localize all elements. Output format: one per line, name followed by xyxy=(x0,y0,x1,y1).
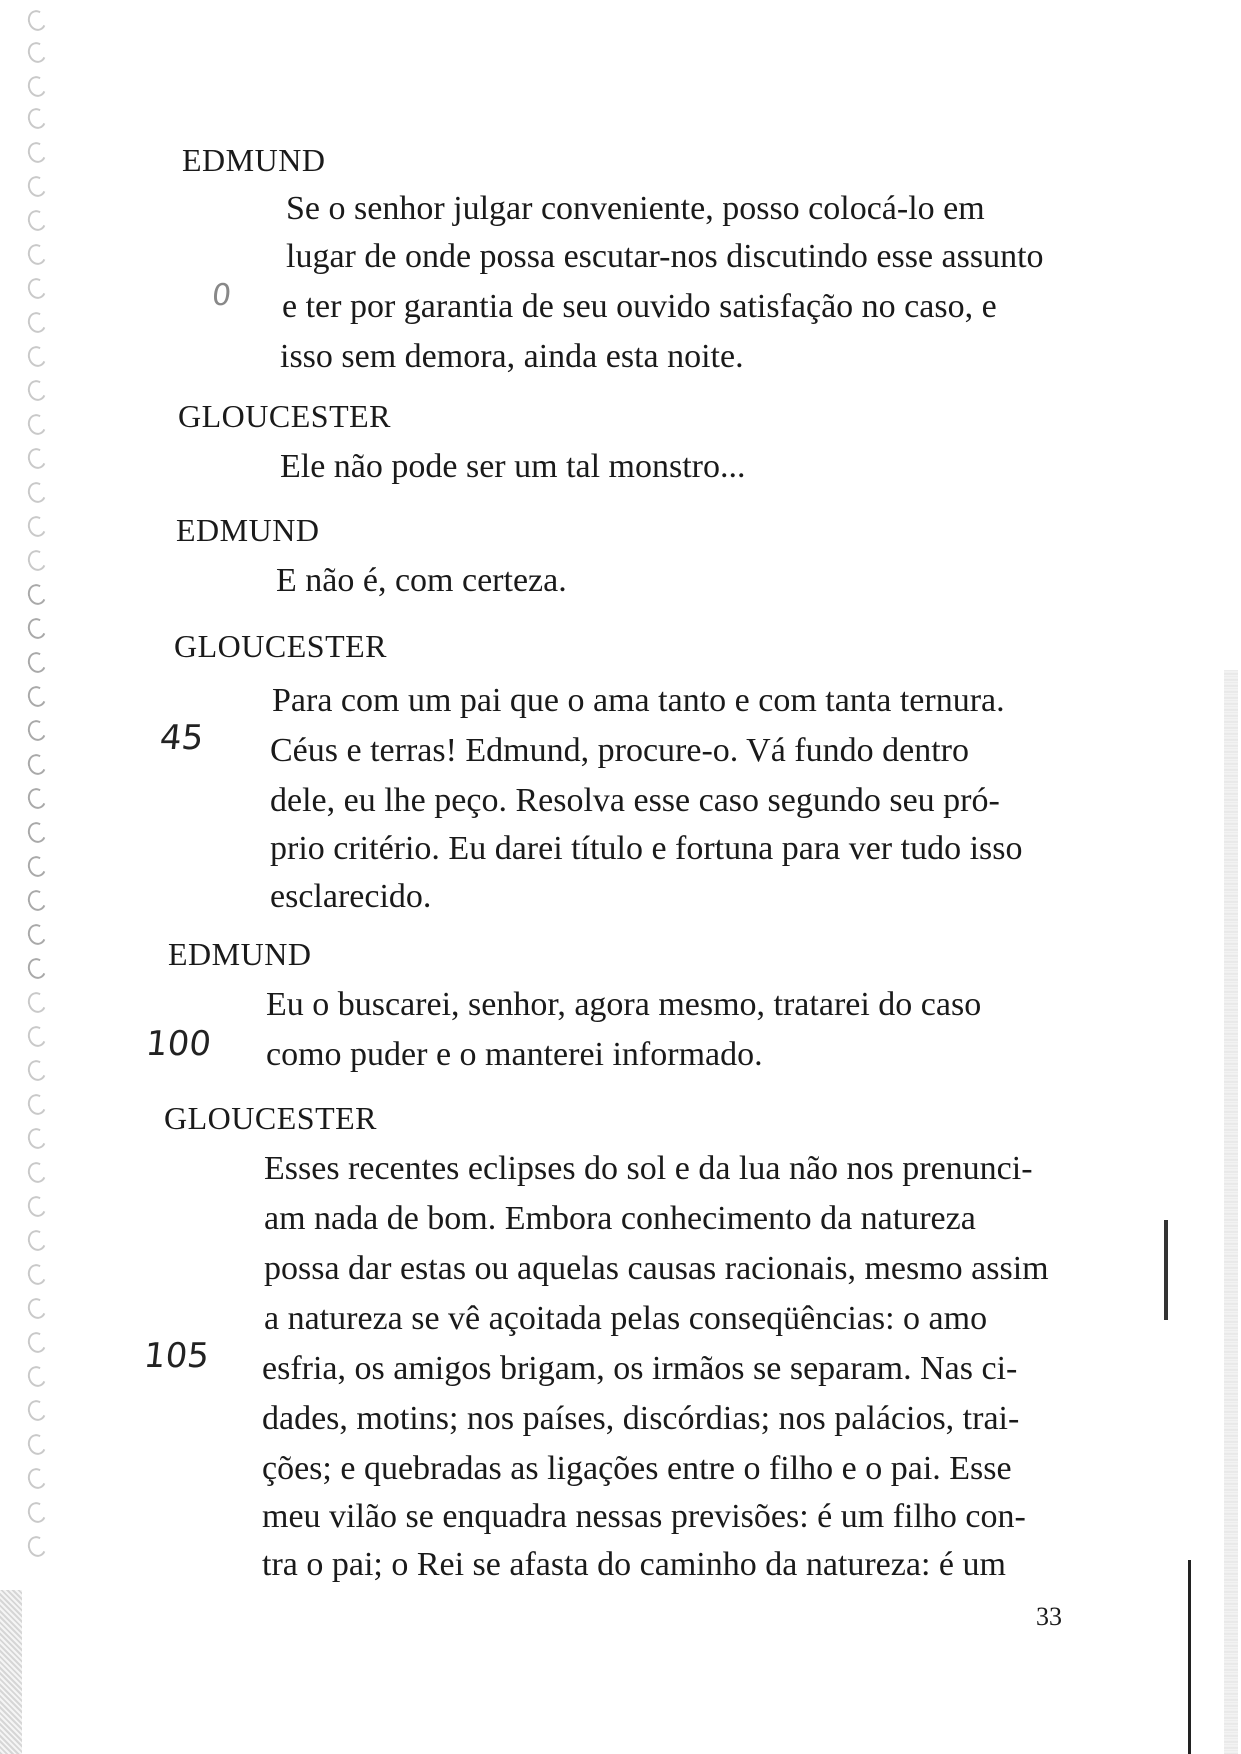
dialogue-line: dele, eu lhe peço. Resolva esse caso segundo seu pró- xyxy=(270,782,1000,819)
dialogue-line: meu vilão se enquadra nessas previsões: é um filho con- xyxy=(262,1498,1026,1535)
dialogue-line: lugar de onde possa escutar-nos discutindo esse assunto xyxy=(286,238,1044,275)
margin-note: 100 xyxy=(143,1024,214,1064)
speaker-name: EDMUND xyxy=(176,512,320,548)
dialogue-line: Céus e terras! Edmund, procure-o. Vá fundo dentro xyxy=(270,732,969,769)
dialogue-line: esclarecido. xyxy=(270,878,432,915)
speaker-name: GLOUCESTER xyxy=(174,628,387,664)
dialogue-line: e ter por garantia de seu ouvido satisfação no caso, e xyxy=(282,288,997,325)
dialogue-line: tra o pai; o Rei se afasta do caminho da natureza: é um xyxy=(262,1546,1006,1583)
dialogue-line: Para com um pai que o ama tanto e com tanta ternura. xyxy=(272,682,1005,719)
speaker-name: EDMUND xyxy=(182,142,326,178)
dialogue-line: esfria, os amigos brigam, os irmãos se separam. Nas ci- xyxy=(262,1350,1018,1387)
scan-edge-right xyxy=(1224,670,1238,1754)
dialogue-line: como puder e o manterei informado. xyxy=(266,1036,763,1073)
dialogue-line: possa dar estas ou aquelas causas racionais, mesmo assim xyxy=(264,1250,1049,1287)
dialogue-line: dades, motins; nos países, discórdias; nos palácios, trai- xyxy=(262,1400,1020,1437)
speaker-name: EDMUND xyxy=(168,936,312,972)
dialogue-line: a natureza se vê açoitada pelas conseqüências: o amo xyxy=(264,1300,988,1337)
dialogue-line: Eu o buscarei, senhor, agora mesmo, tratarei do caso xyxy=(266,986,982,1023)
dialogue-line: E não é, com certeza. xyxy=(276,562,567,599)
margin-note: 0 xyxy=(210,278,233,313)
page-number: 33 xyxy=(1036,1602,1062,1631)
dialogue-line: Ele não pode ser um tal monstro... xyxy=(280,448,746,485)
speaker-name: GLOUCESTER xyxy=(178,398,391,434)
speaker-name: GLOUCESTER xyxy=(164,1100,377,1136)
dialogue-line: Esses recentes eclipses do sol e da lua não nos prenunci- xyxy=(264,1150,1033,1187)
margin-note: 45 xyxy=(157,718,206,758)
margin-note: 105 xyxy=(141,1336,212,1376)
scan-line-right xyxy=(1188,1560,1191,1754)
dialogue-line: isso sem demora, ainda esta noite. xyxy=(280,338,744,375)
scan-noise-left xyxy=(0,1590,22,1754)
dialogue-line: am nada de bom. Embora conhecimento da natureza xyxy=(264,1200,976,1237)
dialogue-line: prio critério. Eu darei título e fortuna para ver tudo isso xyxy=(270,830,1023,867)
dialogue-line: Se o senhor julgar conveniente, posso colocá-lo em xyxy=(286,190,985,227)
binding-holes xyxy=(20,0,60,1754)
dialogue-line: ções; e quebradas as ligações entre o filho e o pai. Esse xyxy=(262,1450,1012,1487)
scan-mark-right xyxy=(1164,1220,1168,1320)
